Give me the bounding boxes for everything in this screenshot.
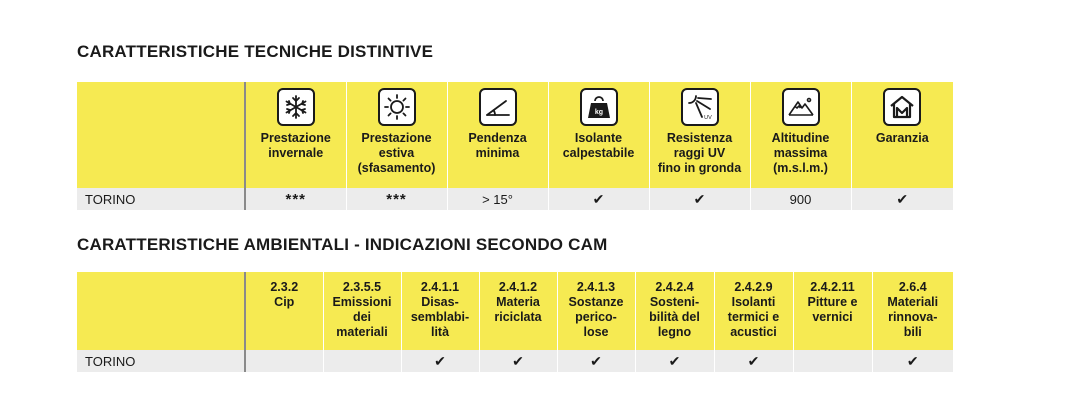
column-label: Pendenza minima [468, 131, 527, 160]
house-warranty-icon [883, 88, 921, 126]
column-slope [447, 82, 548, 188]
column-altitude [750, 82, 851, 188]
mountain-icon [782, 88, 820, 126]
svg-text:kg: kg [594, 109, 603, 116]
column-label: 2.6.4 Materiali rinnova- bili [887, 280, 939, 339]
value-cell [323, 350, 401, 372]
column-label: Resistenza raggi UV fino in gronda [657, 131, 742, 175]
value-cell [245, 350, 323, 372]
section-title-environmental: CARATTERISTICHE AMBIENTALI - INDICAZIONI SECONDO CAM [77, 235, 608, 254]
svg-text:UV: UV [703, 115, 712, 121]
header-empty-cell [77, 82, 245, 188]
value-cell [793, 350, 872, 372]
environmental-cam-table [77, 272, 953, 372]
column-summer [346, 82, 447, 188]
value-cell: ✔ [851, 188, 953, 210]
value-cell: ✔ [635, 350, 714, 372]
section-title-technical: CARATTERISTICHE TECNICHE DISTINTIVE [77, 42, 434, 61]
cam-column [245, 272, 323, 350]
cam-column [635, 272, 714, 350]
value-cell: *** [346, 188, 447, 210]
cam-column [401, 272, 479, 350]
column-label: 2.4.2.9 Isolanti termici e acustici [727, 280, 780, 339]
cam-column [793, 272, 872, 350]
value-cell: ✔ [548, 188, 649, 210]
uv-rays-icon [681, 88, 719, 126]
column-winter [245, 82, 346, 188]
column-label: 2.3.2 Cip [270, 280, 299, 309]
value-cell: ✔ [401, 350, 479, 372]
value-cell: *** [245, 188, 346, 210]
technical-features-table [77, 82, 953, 210]
column-label: Prestazione invernale [260, 131, 331, 160]
column-label: 2.4.1.1 Disas- semblabi- lità [410, 280, 470, 339]
header-empty-cell [77, 272, 245, 350]
cam-column [872, 272, 953, 350]
value-cell: ✔ [649, 188, 750, 210]
snowflake-icon [277, 88, 315, 126]
column-label: Garanzia [875, 131, 929, 145]
value-cell: 900 [750, 188, 851, 210]
value-cell: > 15° [447, 188, 548, 210]
cam-column [557, 272, 635, 350]
value-cell: ✔ [479, 350, 557, 372]
value-cell: ✔ [714, 350, 793, 372]
column-label: 2.4.1.2 Materia riciclata [494, 280, 542, 324]
column-uv [649, 82, 750, 188]
value-cell: ✔ [557, 350, 635, 372]
cam-column [714, 272, 793, 350]
column-label: Prestazione estiva (sfasamento) [357, 131, 436, 175]
column-walkable [548, 82, 649, 188]
cam-column [323, 272, 401, 350]
column-label: 2.4.2.4 Sosteni- bilità del legno [649, 280, 700, 339]
column-label: 2.3.5.5 Emissioni dei materiali [332, 280, 392, 339]
weight-kg-icon [580, 88, 618, 126]
sun-icon [378, 88, 416, 126]
table-row-torino [77, 350, 953, 372]
cam-column [479, 272, 557, 350]
row-name: TORINO [77, 188, 245, 210]
column-warranty [851, 82, 953, 188]
row-name: TORINO [77, 350, 245, 372]
column-label: 2.4.1.3 Sostanze perico- lose [568, 280, 624, 339]
table-row-torino [77, 188, 953, 210]
column-label: Altitudine massima (m.s.l.m.) [771, 131, 830, 175]
column-label: 2.4.2.11 Pitture e vernici [807, 280, 858, 324]
value-cell: ✔ [872, 350, 953, 372]
slope-angle-icon [479, 88, 517, 126]
column-label: Isolante calpestabile [562, 131, 635, 160]
